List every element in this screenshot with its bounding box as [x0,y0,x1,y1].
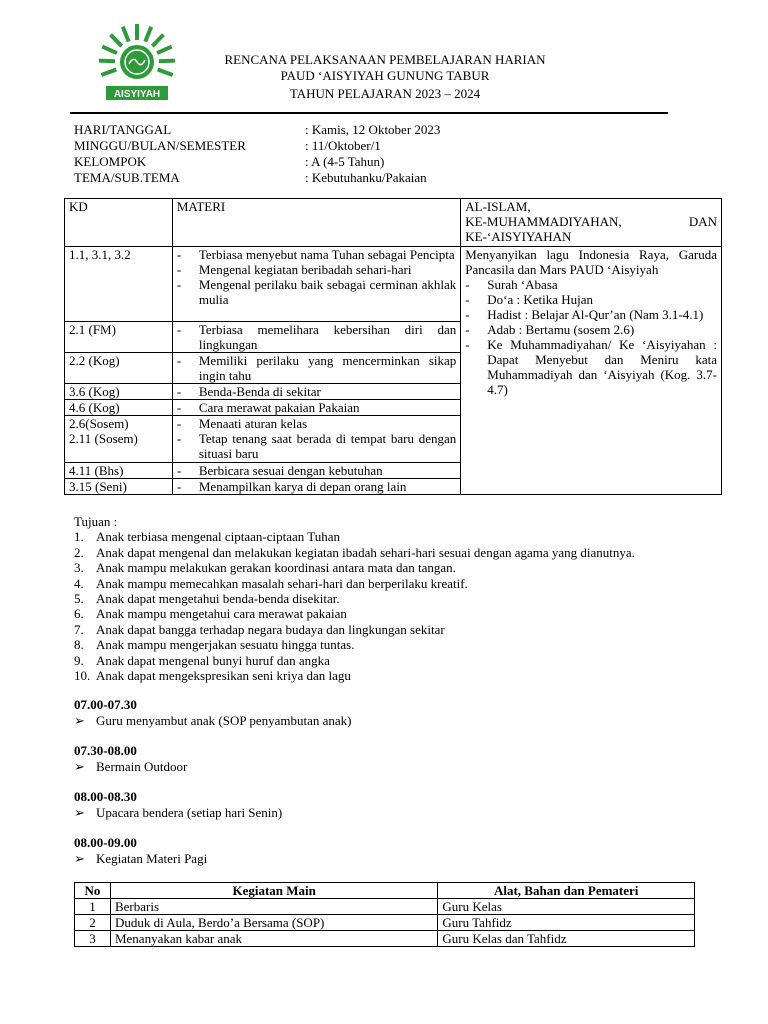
cell-no: 1 [75,899,111,915]
cell-no: 2 [75,915,111,931]
header-kd: KD [65,199,173,247]
list-item: - Mengenal kegiatan beribadah sehari-hari [176,262,412,277]
info-label: MINGGU/BULAN/SEMESTER [74,138,246,153]
arrow-bullet-icon: ➢ [74,805,85,820]
schedule-block [74,789,282,821]
materi-cell [172,247,460,322]
header-islam-line3: KE-‘AISYIYAHAN [465,229,572,244]
info-label: KELOMPOK [74,154,147,169]
list-item: - Terbiasa menyebut nama Tuhan sebagai Pencipta [176,247,455,262]
kd-cell: 1.1, 3.1, 3.2 [65,247,173,322]
list-item: - Do‘a : Ketika Hujan [465,292,594,307]
logo-text: AISYIYAH [113,89,161,100]
schedule-activity: ➢ Bermain Outdoor [74,759,188,774]
cell-kegiatan: Menanyakan kabar anak [110,931,437,947]
schedule-block [74,697,351,729]
cell-kegiatan: Berbaris [110,899,437,915]
kd-cell: 4.11 (Bhs) [65,463,173,479]
info-value: : A (4-5 Tahun) [305,154,385,169]
kd-materi-table [64,198,722,495]
header-alat: Alat, Bahan dan Pemateri [438,883,695,899]
kd-cell: 2.6(Sosem) 2.11 (Sosem) [65,416,173,463]
kd-cell: 3.6 (Kog) [65,384,173,400]
schedule-time: 08.00-09.00 [74,835,137,850]
doc-title: RENCANA PELAKSANAAN PEMBELAJARAN HARIAN [224,52,546,67]
schedule-activity: ➢ Upacara bendera (setiap hari Senin) [74,805,283,820]
islam-intro: Menyanyikan lagu Indonesia Raya, Garuda Pancasila dan Mars PAUD ‘Aisyiyah [465,247,717,277]
tujuan-section [74,514,635,683]
kegiatan-table [74,882,695,947]
list-item: 1. Anak terbiasa mengenal ciptaan-ciptaan Tuhan [74,529,341,545]
list-item: 4. Anak mampu memecahkan masalah sehari-hari dan berperilaku kreatif. [74,575,468,591]
table-row [75,915,695,931]
kd-cell: 3.15 (Seni) [65,479,173,495]
list-item: - Benda-Benda di sekitar [176,384,321,399]
materi-cell [172,400,460,416]
info-value: : Kebutuhanku/Pakaian [305,170,427,185]
kd-cell: 4.6 (Kog) [65,400,173,416]
list-item: 5. Anak dapat mengetahui benda-benda disekitar. [74,591,340,607]
list-item: - Memiliki perilaku yang mencerminkan sikap ingin tahu [176,353,457,383]
info-value: : Kamis, 12 Oktober 2023 [305,122,441,137]
list-item: - Mengenal perilaku baik sebagai cerminan akhlak mulia [176,277,457,307]
cell-alat: Guru Tahfidz [438,915,695,931]
header-materi: MATERI [172,199,460,247]
header-islam-line2 [465,214,717,229]
info-label: TEMA/SUB.TEMA [74,170,180,185]
arrow-bullet-icon: ➢ [74,713,85,728]
list-item: 3. Anak mampu melakukan gerakan koordinasi antara mata dan tangan. [74,560,456,576]
list-item: - Terbiasa memelihara kebersihan diri dan lingkungan [176,322,457,352]
materi-cell [172,479,460,495]
info-value: : 11/Oktober/1 [305,138,381,153]
tujuan-title: Tujuan : [74,514,118,529]
kd-cell: 2.2 (Kog) [65,353,173,384]
list-item: - Menaati aturan kelas [176,416,308,431]
list-item: - Ke Muhammadiyahan/ Ke ‘Aisyiyahan : Dapat Menyebut dan Meniru kata Muhammadiyah dan ‘Aisyiyah (Kog. 3.7-4.7) [465,337,717,397]
tujuan-list [74,529,635,683]
info-block [74,122,440,186]
school-name: PAUD ‘AISYIYAH GUNUNG TABUR [280,68,490,83]
list-item: 9. Anak dapat mengenal bunyi huruf dan angka [74,652,330,668]
list-item: 7. Anak dapat bangga terhadap negara budaya dan lingkungan sekitar [74,621,445,637]
list-item: 2. Anak dapat mengenal dan melakukan kegiatan ibadah sehari-hari sesuai dengan agama yang dianutnya. [74,544,635,560]
arrow-bullet-icon: ➢ [74,759,85,774]
header-islam-line1: AL-ISLAM, [465,199,531,214]
schedule-time: 07.00-07.30 [74,697,137,712]
academic-year: TAHUN PELAJARAN 2023 – 2024 [289,86,481,101]
list-item: - Hadist : Belajar Al-Qur’an (Nam 3.1-4.1) [465,307,704,322]
header-divider [70,112,668,114]
schedule-block [74,835,207,867]
list-item: - Berbicara sesuai dengan kebutuhan [176,463,383,478]
header-islam-part: DAN [688,214,717,229]
table-row [75,931,695,947]
materi-cell [172,322,460,353]
schedule-activity: ➢ Kegiatan Materi Pagi [74,851,208,866]
schedule-time: 07.30-08.00 [74,743,137,758]
materi-cell [172,463,460,479]
schedule-activity: ➢ Guru menyambut anak (SOP penyambutan anak) [74,713,352,728]
aisyiyah-logo [92,22,182,108]
arrow-bullet-icon: ➢ [74,851,85,866]
list-item: 8. Anak mampu mengerjakan sesuatu hingga tuntas. [74,637,355,653]
cell-kegiatan: Duduk di Aula, Berdo’a Bersama (SOP) [110,915,437,931]
list-item: 10. Anak dapat mengekspresikan seni kriya dan lagu [74,668,351,684]
info-label: HARI/TANGGAL [74,122,172,137]
materi-cell [172,384,460,400]
cell-alat: Guru Kelas [438,899,695,915]
list-item: - Cara merawat pakaian Pakaian [176,400,360,415]
header-no: No [75,883,111,899]
kd-cell: 2.1 (FM) [65,322,173,353]
list-item: - Menampilkan karya di depan orang lain [176,479,407,494]
cell-no: 3 [75,931,111,947]
list-item: - Tetap tenang saat berada di tempat baru dengan situasi baru [176,431,457,461]
header-kegiatan: Kegiatan Main [110,883,437,899]
schedule-block [74,743,187,775]
list-item: 6. Anak mampu mengetahui cara merawat pakaian [74,606,347,622]
header-islam-part: KE-MUHAMMADIYAHAN, [465,214,622,229]
materi-cell [172,353,460,384]
cell-alat: Guru Kelas dan Tahfidz [438,931,695,947]
materi-cell [172,416,460,463]
schedule-time: 08.00-08.30 [74,789,137,804]
table-row [75,899,695,915]
header-islam [461,199,722,247]
islam-cell [461,247,722,495]
list-item: - Surah ‘Abasa [465,277,558,292]
list-item: - Adab : Bertamu (sosem 2.6) [465,322,635,337]
